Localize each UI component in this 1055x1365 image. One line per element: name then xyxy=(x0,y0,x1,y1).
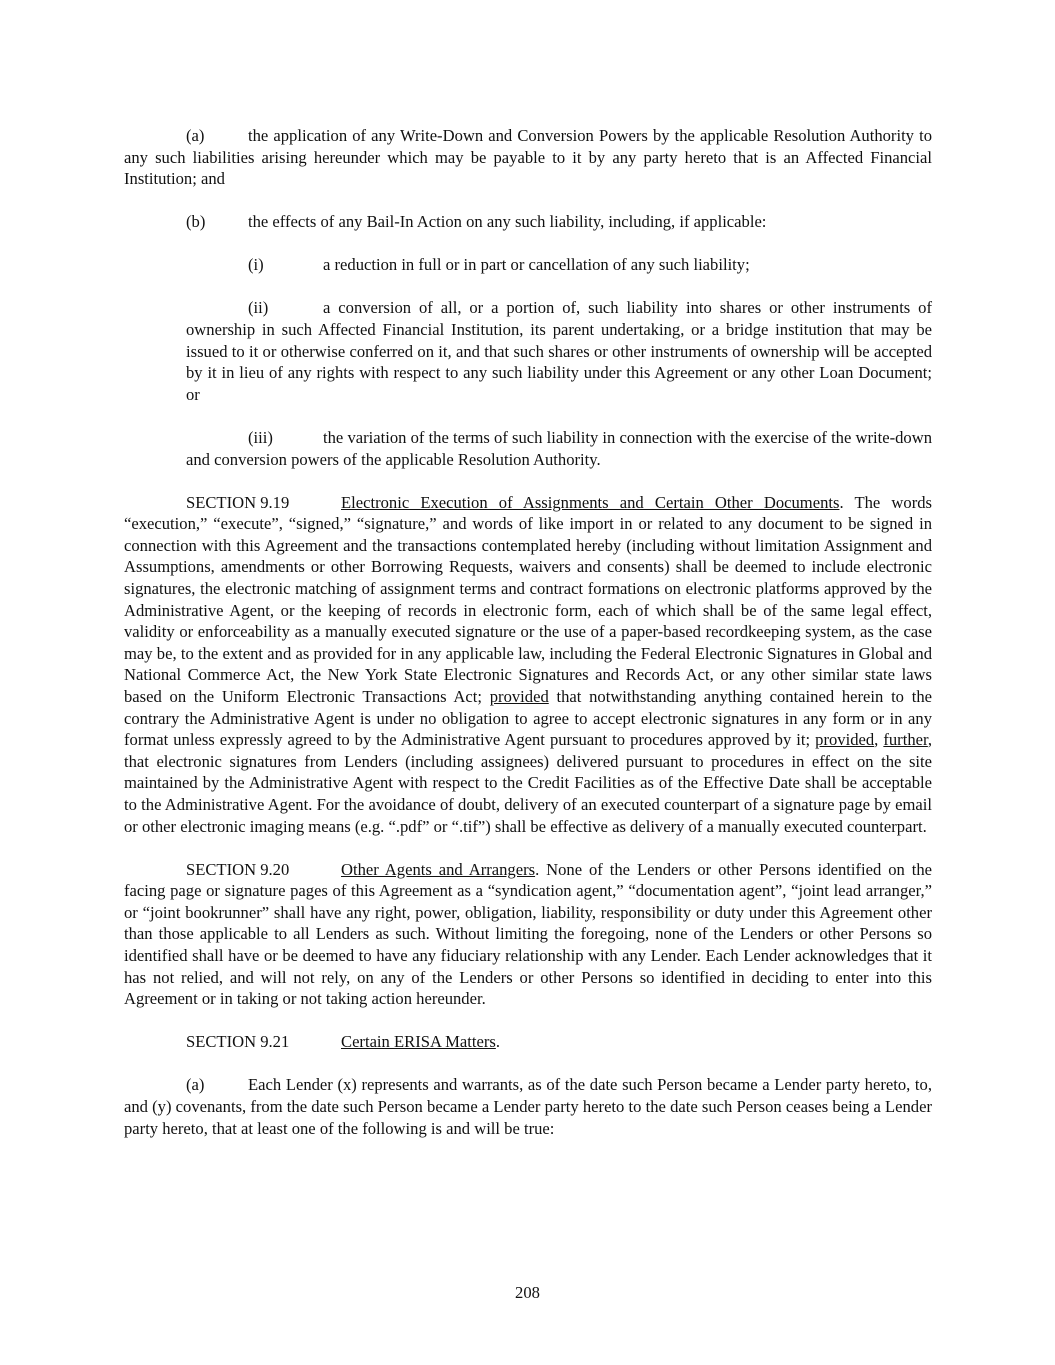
section-number: SECTION 9.20 xyxy=(186,859,290,879)
clause-label: (ii) xyxy=(248,298,269,318)
section-title: Electronic Execution of Assignments and Certain Other Documents xyxy=(341,492,840,512)
clause-i xyxy=(124,254,932,276)
paragraph-b xyxy=(124,211,932,233)
section-text: . None of the Lenders or other Persons identified on the facing page or signature pages of this Agreement as a “syndication agent,” “documentation agent”, “joint lead arranger,” or “joint bookrunner” shall have any right, power, obligation, liability, responsibility or duty under this Agreement other than those applicable to all Lenders as such. Without limiting the foregoing, none of the Lenders or other Persons so identified shall have or be deemed to have any fiduciary relationship with any Lender. Each Lender acknowledges that it has not relied, and will not rely, on any of the Lenders or other Persons so identified in deciding to enter into this Agreement or in taking or not taking action hereunder. xyxy=(124,859,932,1009)
clause-text: the variation of the terms of such liability in connection with the exercise of the write-down and conversion powers of the applicable Resolution Authority. xyxy=(186,427,932,469)
section-text: , that electronic signatures from Lenders (including assignees) delivered pursuant to procedures in effect on the site maintained by the Administrative Agent with respect to the Credit Facilities as of the Effective Date shall be acceptable to the Administrative Agent. For the avoidance of doubt, delivery of an executed counterpart of a signature page by email or other electronic imaging means (e.g. “.pdf” or “.tif”) shall be effective as delivery of a manually executed counterpart. xyxy=(124,730,932,836)
clause-iii xyxy=(124,427,932,470)
section-text: . xyxy=(495,1032,501,1052)
section-9-19 xyxy=(124,492,932,838)
paragraph-label: (a) xyxy=(186,1075,205,1095)
section-text: . The words “execution,” “execute”, “signed,” “signature,” and words of like import in or related to any document to be signed in connection with this Agreement and the transactions contemplated hereby (including without limitation Assignment and Assumptions, amendments or other Borrowing Requests, waivers and consents) shall be deemed to include electronic signatures, the electronic matching of assignment terms and contract formations on electronic platforms approved by the Administrative Agent, or the keeping of records in electronic form, each of which shall be of the same legal effect, validity or enforceability as a manually executed signature or the use of a paper-based recordkeeping system, as the case may be, to the extent and as provided for in any applicable law, including the Federal Electronic Signatures in Global and National Commerce Act, the New York State Electronic Signatures and Records Act, or any other similar state laws based on the Uniform Electronic Transactions Act; xyxy=(124,492,932,706)
section-9-21-paragraph-a xyxy=(124,1074,932,1139)
section-9-20 xyxy=(124,859,932,1010)
section-title: Certain ERISA Matters xyxy=(341,1032,496,1052)
further-term: further xyxy=(883,730,928,750)
paragraph-text: Each Lender (x) represents and warrants, as of the date such Person became a Lender party hereto, to, and (y) covenants, from the date such Person became a Lender party hereto to the date such Person ceases being a Lender party hereto, that at least one of the following is and will be true: xyxy=(124,1075,932,1138)
page-number: 208 xyxy=(515,1283,540,1302)
section-text: that notwithstanding anything contained herein to the contrary the Administrative Agent is under no obligation to agree to accept electronic signatures in any form or in any format unless expressly agreed to by the Administrative Agent pursuant to procedures approved by it; xyxy=(124,686,932,750)
document-page xyxy=(124,125,932,1161)
clause-text: a conversion of all, or a portion of, such liability into shares or other instruments of ownership in such Affected Financial Institution, its parent undertaking, or a bridge institution that may be issued to it or otherwise conferred on it, and that such shares or other instruments of ownership will be accepted by it in lieu of any rights with respect to any such liability under this Agreement or any other Loan Document; or xyxy=(186,298,932,404)
paragraph-label: (a) xyxy=(186,126,205,145)
section-number: SECTION 9.19 xyxy=(186,492,290,512)
section-number: SECTION 9.21 xyxy=(186,1032,290,1052)
clause-label: (iii) xyxy=(248,427,273,447)
paragraph-a xyxy=(124,125,932,190)
separator-text: , xyxy=(874,730,884,750)
clause-text: a reduction in full or in part or cancellation of any such liability; xyxy=(323,255,750,275)
paragraph-text: the application of any Write-Down and Conversion Powers by the applicable Resolution Authority to any such liabilities arising hereunder which may be payable to it by any party hereto that is an Affected Financial Institution; and xyxy=(124,126,932,189)
paragraph-text: the effects of any Bail-In Action on any such liability, including, if applicable: xyxy=(248,212,767,232)
paragraph-label: (b) xyxy=(186,212,206,232)
section-title: Other Agents and Arrangers xyxy=(341,859,536,879)
provided-term: provided xyxy=(815,730,875,750)
clause-label: (i) xyxy=(248,255,264,275)
section-9-21 xyxy=(124,1031,932,1053)
clause-ii xyxy=(124,297,932,405)
provided-term: provided xyxy=(489,686,549,706)
